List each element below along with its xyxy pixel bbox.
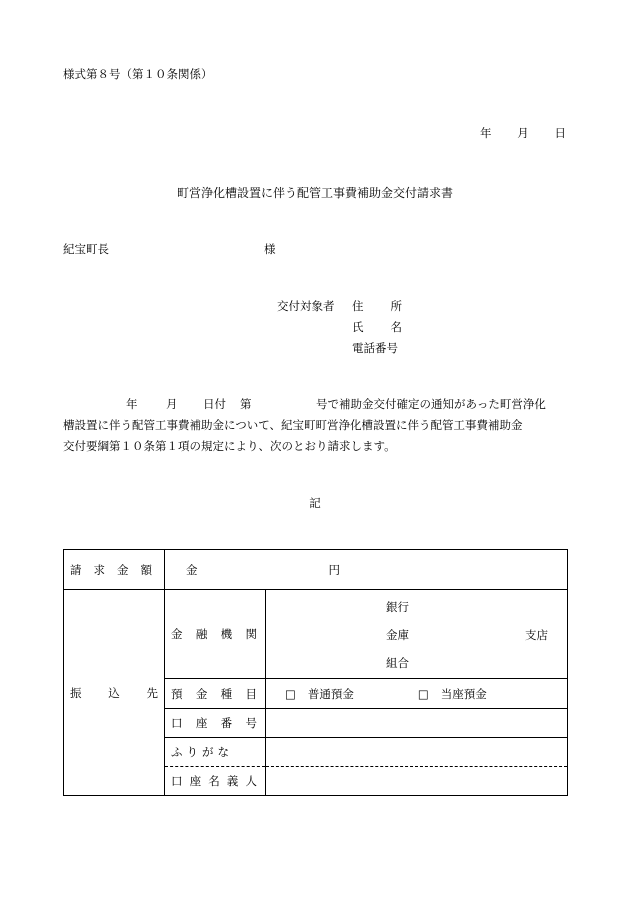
addressee-honorific: 様 — [264, 242, 276, 256]
form-number: 様式第８号（第１０条関係） — [63, 67, 213, 81]
account-number-label-cell: 口 座 番 号 — [165, 709, 266, 738]
body-line1-text: 号で補助金交付確定の通知があった町営浄化 — [316, 397, 546, 411]
transfer-to-label-cell: 振 込 先 — [64, 590, 165, 796]
body-no-prefix: 第 — [240, 397, 252, 411]
account-holder-value-cell[interactable] — [266, 767, 568, 796]
applicant-label: 交付対象者 — [277, 299, 335, 313]
date-year-label: 年 — [480, 126, 492, 140]
body-line2: 槽設置に伴う配管工事費補助金について、紀宝町町営浄化槽設置に伴う配管工事費補助金 — [63, 418, 523, 432]
institution-value-cell[interactable] — [266, 590, 568, 679]
ki-mark: 記 — [309, 496, 321, 510]
institution-row — [64, 590, 568, 679]
date-line — [480, 125, 566, 141]
claim-amount-unit: 円 — [328, 562, 340, 577]
addressee-name: 紀宝町長 — [63, 242, 109, 256]
claim-amount-prefix: 金 — [186, 562, 198, 577]
deposit-checking-checkbox[interactable]: □ — [417, 686, 429, 701]
claim-amount-row — [64, 550, 568, 590]
claim-amount-value-cell[interactable] — [165, 550, 568, 590]
deposit-ordinary-label: 普通預金 — [307, 686, 354, 701]
deposit-type-value-cell — [266, 679, 568, 709]
body-year: 年 — [126, 397, 138, 411]
date-day-label: 日 — [554, 126, 566, 140]
deposit-ordinary-checkbox[interactable]: □ — [285, 686, 296, 701]
institution-type-kumiai: 組合 — [386, 656, 409, 670]
applicant-name-label: 氏 名 — [352, 320, 402, 334]
applicant-address-label: 住 所 — [352, 299, 402, 313]
account-number-value-cell[interactable] — [266, 709, 568, 738]
account-holder-label-cell: 口 座 名 義 人 — [165, 767, 266, 796]
furigana-value-cell[interactable] — [266, 738, 568, 767]
institution-branch-label: 支店 — [525, 628, 548, 642]
document-title: 町営浄化槽設置に伴う配管工事費補助金交付請求書 — [176, 186, 453, 200]
body-month: 月 — [166, 397, 178, 411]
institution-type-shinkin: 金庫 — [386, 628, 409, 642]
institution-label-cell: 金 融 機 関 — [165, 590, 266, 679]
date-month-label: 月 — [517, 126, 529, 140]
applicant-phone-label: 電話番号 — [352, 341, 398, 355]
body-line3: 交付要綱第１０条第１項の規定により、次のとおり請求します。 — [63, 439, 396, 453]
deposit-type-label-cell: 預 金 種 目 — [165, 679, 266, 709]
furigana-label-cell: ふ り が な — [165, 738, 266, 767]
body-day-suffix: 日付 — [203, 397, 226, 411]
claim-table — [63, 549, 568, 796]
claim-amount-label-cell: 請 求 金 額 — [64, 550, 165, 590]
institution-type-bank: 銀行 — [386, 600, 409, 614]
deposit-checking-label: 当座預金 — [440, 686, 487, 701]
